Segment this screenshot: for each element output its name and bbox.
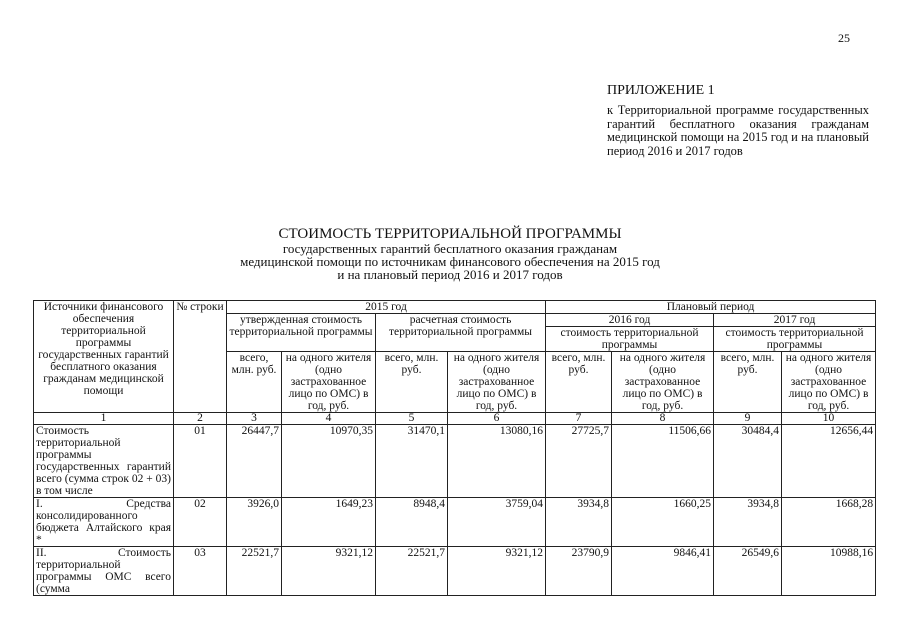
row-label: Стоимость территориальной программы государственных гарантий всего (сумма строк 02 + 03) в том числе xyxy=(34,425,174,498)
cell-value: 13080,16 xyxy=(448,425,546,498)
row-label: II. Стоимость территориальной программы ОМС всего (сумма xyxy=(34,547,174,596)
cell-value: 9321,12 xyxy=(282,547,376,596)
cell-value: 9846,41 xyxy=(612,547,714,596)
header-total: всего, млн. руб. xyxy=(714,352,782,413)
heading-subtitle-line-2: медицинской помощи по источникам финансового обеспечения на 2015 год xyxy=(240,254,660,269)
cell-value: 10988,16 xyxy=(782,547,876,596)
appendix-block xyxy=(607,83,869,158)
column-number: 10 xyxy=(782,413,876,425)
header-total: всего, млн. руб. xyxy=(227,352,282,413)
program-cost-table xyxy=(33,300,876,596)
cell-value: 3759,04 xyxy=(448,498,546,547)
column-number: 8 xyxy=(612,413,714,425)
header-year-2016: 2016 год xyxy=(546,314,714,327)
header-planned-period: Плановый период xyxy=(546,301,876,314)
cell-value: 1660,25 xyxy=(612,498,714,547)
cell-value: 27725,7 xyxy=(546,425,612,498)
cell-value: 31470,1 xyxy=(376,425,448,498)
header-cost-2016: стоимость территориальной программы xyxy=(546,327,714,352)
header-per-capita: на одного жителя (одно застрахованное лицо по ОМС) в год, руб. xyxy=(782,352,876,413)
column-number: 2 xyxy=(174,413,227,425)
header-total: всего, млн. руб. xyxy=(376,352,448,413)
header-sources: Источники финансового обеспечения территориальной программы государственных гарантий бесплатного оказания гражданам медицинской помощи xyxy=(34,301,174,413)
table-row xyxy=(34,425,876,498)
header-per-capita: на одного жителя (одно застрахованное лицо по ОМС) в год, руб. xyxy=(612,352,714,413)
column-number: 7 xyxy=(546,413,612,425)
cell-value: 23790,9 xyxy=(546,547,612,596)
column-number: 9 xyxy=(714,413,782,425)
row-code: 02 xyxy=(174,498,227,547)
cell-value: 3934,8 xyxy=(546,498,612,547)
header-per-capita: на одного жителя (одно застрахованное лицо по ОМС) в год, руб. xyxy=(282,352,376,413)
cell-value: 22521,7 xyxy=(376,547,448,596)
cell-value: 26549,6 xyxy=(714,547,782,596)
table-row xyxy=(34,498,876,547)
header-row-number: № строки xyxy=(174,301,227,413)
cell-value: 3926,0 xyxy=(227,498,282,547)
cell-value: 1668,28 xyxy=(782,498,876,547)
cell-value: 10970,35 xyxy=(282,425,376,498)
row-code: 01 xyxy=(174,425,227,498)
cell-value: 11506,66 xyxy=(612,425,714,498)
cell-value: 8948,4 xyxy=(376,498,448,547)
document-heading xyxy=(170,226,730,281)
column-number: 1 xyxy=(34,413,174,425)
header-per-capita: на одного жителя (одно застрахованное лицо по ОМС) в год, руб. xyxy=(448,352,546,413)
heading-subtitle-line-1: государственных гарантий бесплатного оказания гражданам xyxy=(282,241,618,256)
page-number: 25 xyxy=(838,31,850,45)
header-year-2017: 2017 год xyxy=(714,314,876,327)
cell-value: 9321,12 xyxy=(448,547,546,596)
column-number: 4 xyxy=(282,413,376,425)
table-row xyxy=(34,547,876,596)
cell-value: 30484,4 xyxy=(714,425,782,498)
cell-value: 1649,23 xyxy=(282,498,376,547)
appendix-text: к Территориальной программе государственных гарантий бесплатного оказания гражданам медицинской помощи на 2015 год и на плановый период 2016 и 2017 годов xyxy=(607,103,869,158)
cell-value: 22521,7 xyxy=(227,547,282,596)
header-year-2015: 2015 год xyxy=(227,301,546,314)
cell-value: 12656,44 xyxy=(782,425,876,498)
column-number: 6 xyxy=(448,413,546,425)
column-number: 3 xyxy=(227,413,282,425)
heading-title: СТОИМОСТЬ ТЕРРИТОРИАЛЬНОЙ ПРОГРАММЫ xyxy=(278,226,622,242)
heading-subtitle-line-3: и на плановый период 2016 и 2017 годов xyxy=(337,267,563,282)
column-number-row xyxy=(34,413,876,425)
cell-value: 26447,7 xyxy=(227,425,282,498)
column-number: 5 xyxy=(376,413,448,425)
cell-value: 3934,8 xyxy=(714,498,782,547)
header-total: всего, млн. руб. xyxy=(546,352,612,413)
row-code: 03 xyxy=(174,547,227,596)
row-label: I. Средства консолидированного бюджета Алтайского края * xyxy=(34,498,174,547)
header-cost-2017: стоимость территориальной программы xyxy=(714,327,876,352)
header-calculated-cost-2015: расчетная стоимость территориальной программы xyxy=(376,314,546,352)
appendix-title: ПРИЛОЖЕНИЕ 1 xyxy=(607,83,715,98)
header-approved-cost-2015: утвержденная стоимость территориальной программы xyxy=(227,314,376,352)
